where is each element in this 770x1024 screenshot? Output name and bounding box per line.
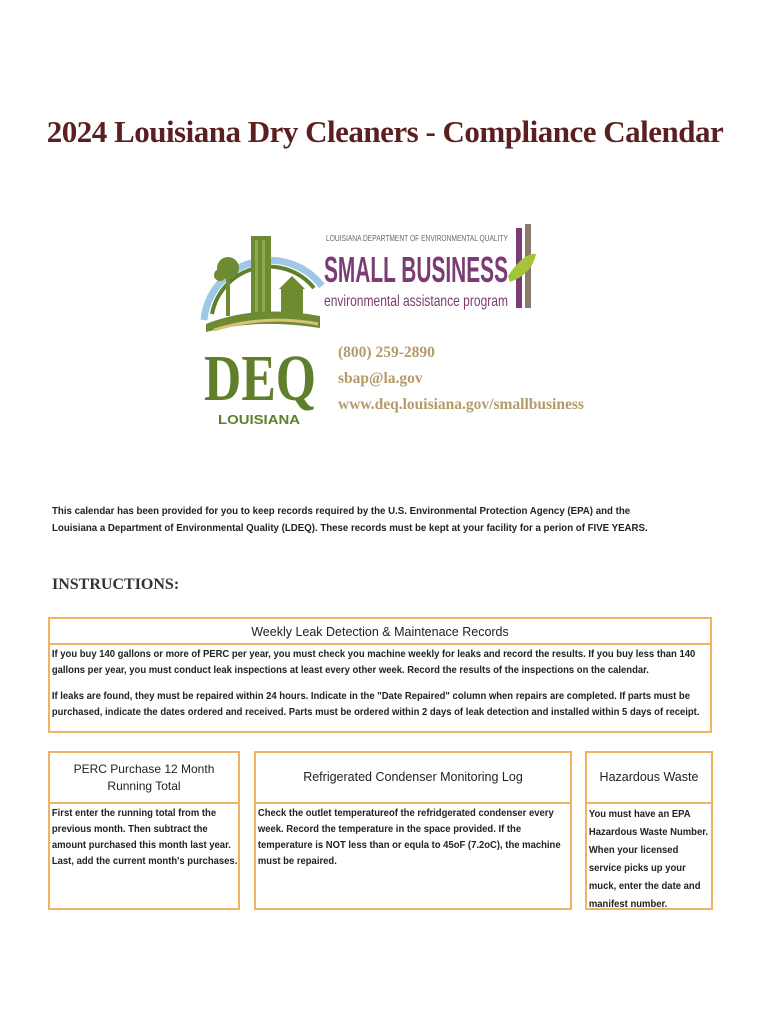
refrigerated-condenser-heading: Refrigerated Condenser Monitoring Log [256, 753, 570, 804]
weekly-leak-body [50, 645, 705, 733]
refrigerated-condenser-body: Check the outlet temperatureof the refridgerated condenser every week. Record the temperature in the space provided. If the temperature is NOT less than or equla to 45oF (7.2oC), the machine must be repaired. [257, 808, 561, 867]
page-title: 2024 Louisiana Dry Cleaners - Compliance Calendar [46, 114, 724, 149]
instructions-heading: INSTRUCTIONS: [52, 576, 180, 593]
perc-purchase-body: First enter the running total from the previous month. Then subtract the amount purchased this month last year. Last, add the current month's purchases. [51, 808, 238, 867]
tower-building [251, 236, 271, 316]
perc-purchase-heading: PERC Purchase 12 Month Running Total [50, 753, 238, 804]
contact-website[interactable]: www.deq.louisiana.gov/smallbusiness [338, 396, 584, 413]
weekly-leak-para-2: If leaks are found, they must be repaired within 24 hours. Indicate in the "Date Repaired" column when repairs are completed. If parts must be purchased, indicate the dates ordered and received. Parts must be ordered within 2 days of leak detection and installed within 5 days of receipt. [51, 691, 700, 718]
hazardous-waste-body: You must have an EPA Hazardous Waste Number. When your licensed service picks up your muck, enter the date and manifest number. [588, 809, 709, 910]
small-business-wordmark: SMALL BUSINESS [324, 249, 508, 290]
program-subtitle: environmental assistance program [324, 293, 508, 310]
house-building [281, 288, 303, 314]
louisiana-wordmark: LOUISIANA [218, 412, 301, 427]
hazardous-waste-heading: Hazardous Waste [587, 753, 711, 804]
intro-text: This calendar has been provided for you to keep records required by the U.S. Environmental Protection Agency (EPA) and the Louisiana a Department of Environmental Quality (LDEQ). These records must be kept at your facility for a perion of FIVE YEARS. [52, 506, 648, 534]
contact-phone: (800) 259-2890 [338, 344, 435, 361]
weekly-leak-heading: Weekly Leak Detection & Maintenace Records [50, 619, 710, 645]
weekly-leak-para-1: If you buy 140 gallons or more of PERC per year, you must check you machine weekly for leaks and record the results. If you buy less than 140 gallons per year, you must conduct leak inspections at least every other week. Record the results of the inspections on the calendar. [51, 649, 696, 676]
perc-purchase-box [48, 751, 240, 910]
hazardous-waste-box [585, 751, 713, 910]
contact-block [338, 340, 584, 418]
weekly-leak-box [48, 617, 712, 733]
contact-email[interactable]: sbap@la.gov [338, 370, 423, 387]
deq-wordmark: DEQ [204, 342, 316, 415]
dept-line: LOUISIANA DEPARTMENT OF ENVIRONMENTAL QUALITY [326, 233, 509, 243]
refrigerated-condenser-box [254, 751, 572, 910]
